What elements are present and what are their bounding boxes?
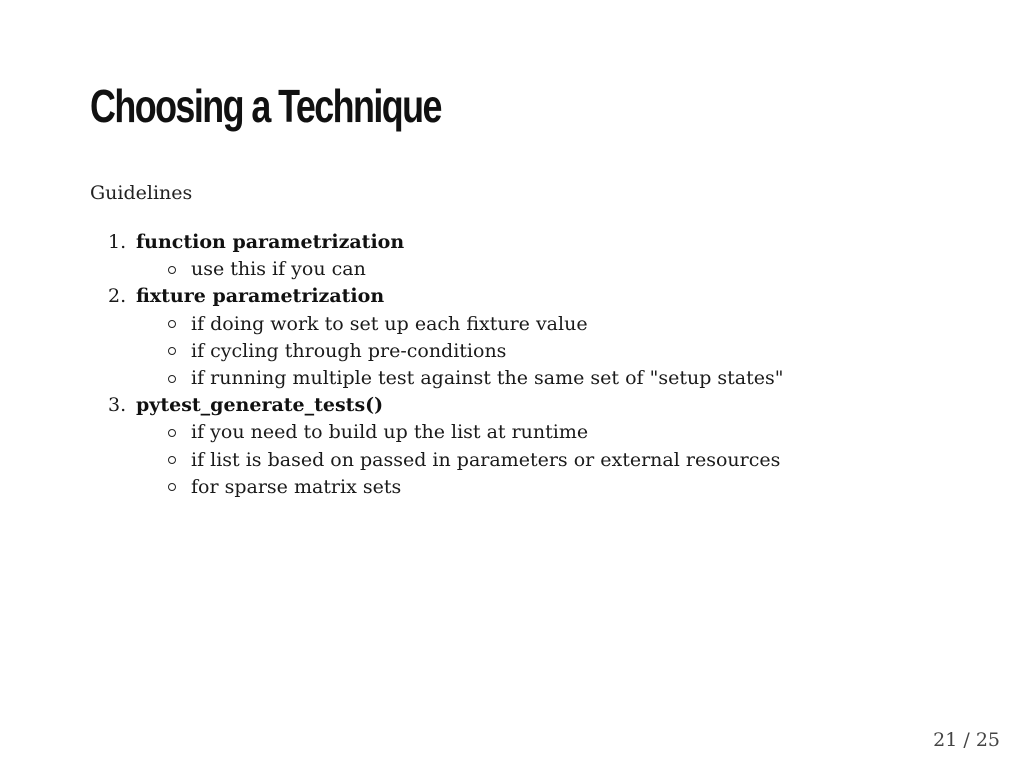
sub-bullet-text: if doing work to set up each fixture value xyxy=(191,312,588,335)
circle-bullet-icon xyxy=(168,429,176,437)
sub-bullet xyxy=(154,311,988,338)
item-heading: fixture parametrization xyxy=(136,285,385,308)
circle-bullet-icon xyxy=(168,266,176,274)
sub-bullet-text: if cycling through pre-conditions xyxy=(191,339,507,362)
sub-bullet xyxy=(154,447,988,474)
sub-bullet xyxy=(154,338,988,365)
sub-bullet-text: use this if you can xyxy=(191,258,366,281)
sub-bullet xyxy=(154,256,988,283)
guideline-item-3 xyxy=(108,392,988,501)
guideline-item-2 xyxy=(108,283,988,392)
sub-bullet-list xyxy=(108,419,988,501)
item-heading: function parametrization xyxy=(136,231,405,253)
sub-bullet-text: if you need to build up the list at runtime xyxy=(191,421,589,444)
guideline-heading-row xyxy=(108,229,988,256)
slide-subtitle: Guidelines xyxy=(90,182,193,204)
sub-bullet-text: if running multiple test against the same set of "setup states" xyxy=(191,367,784,390)
guideline-heading-row xyxy=(108,283,988,310)
sub-bullet-text: for sparse matrix sets xyxy=(191,475,402,498)
sub-bullet-list xyxy=(108,256,988,283)
page-number: 21 / 25 xyxy=(933,729,1000,751)
item-number: 1. xyxy=(108,231,127,253)
guideline-heading-row xyxy=(108,392,988,419)
sub-bullet-text: if list is based on passed in parameters or external resources xyxy=(191,448,781,471)
guideline-item-1 xyxy=(108,229,988,283)
item-number: 3. xyxy=(108,394,127,417)
sub-bullet xyxy=(154,419,988,446)
circle-bullet-icon xyxy=(168,456,176,464)
sub-bullet xyxy=(154,474,988,501)
circle-bullet-icon xyxy=(168,347,176,355)
item-number: 2. xyxy=(108,285,127,308)
guidelines-list xyxy=(108,229,988,501)
circle-bullet-icon xyxy=(168,320,176,328)
circle-bullet-icon xyxy=(168,483,176,491)
item-heading: pytest_generate_tests() xyxy=(136,394,384,417)
slide-title: Choosing a Technique xyxy=(90,80,441,132)
circle-bullet-icon xyxy=(168,375,176,383)
sub-bullet xyxy=(154,365,988,392)
sub-bullet-list xyxy=(108,311,988,393)
